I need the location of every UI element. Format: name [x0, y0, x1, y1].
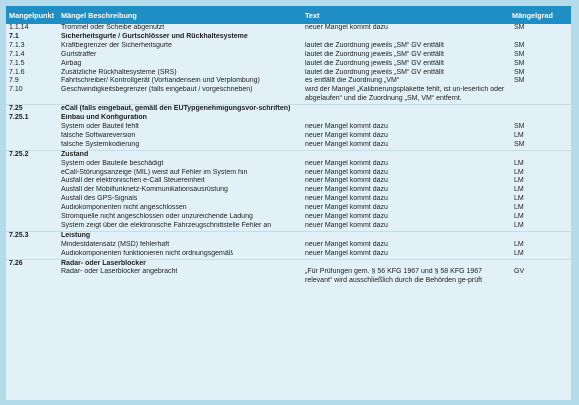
cell-text: neuer Mangel kommt dazu [305, 177, 388, 185]
cell-description: falsche Softwareversion [61, 131, 136, 139]
cell-grade: GV [514, 268, 525, 276]
table-row [6, 105, 571, 114]
header-description: Mängel Beschreibung [58, 6, 302, 24]
cell-text: lautet die Zuordnung jeweils „SM“ GV entfällt [305, 59, 444, 67]
cell-point [6, 169, 58, 178]
table-row [6, 86, 571, 104]
cell-grade: SM [514, 77, 525, 85]
cell-text: neuer Mangel kommt dazu [305, 195, 388, 203]
header-point: Mangelpunkt [6, 6, 58, 24]
cell-text: neuer Mangel kommt dazu [305, 213, 388, 221]
cell-grade: SM [514, 50, 525, 58]
table-row [6, 186, 571, 195]
cell-description: Airbag [61, 59, 82, 67]
cell-point [6, 186, 58, 195]
cell-grade: LM [514, 159, 524, 167]
table-row [6, 123, 571, 132]
cell-description: System zeigt über die elektronische Fahrzeugschnittstelle Fehler an [61, 221, 272, 229]
cell-text: neuer Mangel kommt dazu [305, 204, 388, 212]
cell-grade: LM [514, 221, 524, 229]
cell-grade: LM [514, 249, 524, 257]
cell-text [302, 259, 509, 268]
cell-point [6, 241, 58, 250]
cell-description: Ausfall der elektronischen e-Call Steuereinheit [61, 177, 205, 185]
cell-description: Ausfall der Mobilfunknetz-Kommunikationsausrüstung [61, 186, 228, 194]
cell-description: System oder Bauteile beschädigt [61, 159, 164, 167]
cell-text: es entfällt die Zuordnung „VM“ [305, 77, 400, 85]
cell-description: Trommel oder Scheibe abgenutzt [61, 24, 165, 31]
table-row [6, 195, 571, 204]
header-grade: Mängelgrad [509, 6, 571, 24]
cell-grade: LM [514, 168, 524, 176]
cell-grade [509, 86, 571, 104]
table-row [6, 169, 571, 178]
cell-point: 7.1.3 [9, 41, 25, 49]
cell-grade [509, 33, 571, 42]
table-row [6, 141, 571, 150]
table-row [6, 177, 571, 186]
cell-point [6, 268, 58, 286]
defects-table [6, 6, 571, 286]
table-row [6, 150, 571, 159]
cell-grade: LM [514, 186, 524, 194]
cell-text [302, 114, 509, 123]
cell-text: neuer Mangel kommt dazu [305, 140, 388, 148]
cell-text [302, 231, 509, 240]
table-row [6, 268, 571, 286]
cell-text: neuer Mangel kommt dazu [305, 168, 388, 176]
cell-description: Stromquelle nicht angeschlossen oder unzureichende Ladung [61, 213, 253, 221]
table-row [6, 114, 571, 123]
cell-text: neuer Mangel kommt dazu [305, 186, 388, 194]
cell-description: Zustand [58, 150, 302, 159]
cell-point: 7.1.4 [9, 50, 25, 58]
cell-point: 7.1 [9, 32, 19, 40]
cell-text: lautet die Zuordnung jeweils „SM“ GV entfällt [305, 41, 444, 49]
cell-grade: LM [514, 204, 524, 212]
table-row [6, 51, 571, 60]
cell-grade: SM [514, 68, 525, 76]
table-row [6, 259, 571, 268]
cell-description: Radar- oder Laserblocker [58, 259, 302, 268]
table-row [6, 33, 571, 42]
cell-description: Ausfall des GPS-Signals [61, 195, 138, 203]
cell-grade: SM [514, 140, 525, 148]
cell-description: System oder Bauteil fehlt [61, 122, 139, 130]
table-row [6, 160, 571, 169]
cell-point [6, 177, 58, 186]
cell-text: lautet die Zuordnung jeweils „SM“ GV entfällt [305, 50, 444, 58]
cell-grade: LM [514, 240, 524, 248]
cell-grade: SM [514, 41, 525, 49]
cell-text: neuer Mangel kommt dazu [305, 131, 388, 139]
table-header-row [6, 6, 571, 24]
table-row [6, 60, 571, 69]
cell-point: 7.1.5 [9, 59, 25, 67]
cell-description: Sicherheitsgurte / Gurtschlösser und Rückhaltesysteme [61, 32, 248, 40]
cell-grade [509, 114, 571, 123]
cell-description: falsche Systemkodierung [61, 140, 140, 148]
cell-description: Audiokomponenten funktionieren nicht ordnungsgemäß [61, 249, 234, 257]
cell-point: 7.25 [6, 105, 58, 114]
cell-point: 7.26 [6, 259, 58, 268]
cell-point: 7.9 [9, 77, 19, 85]
cell-point: 7.1.6 [9, 68, 25, 76]
cell-text [302, 150, 509, 159]
cell-description: Radar- oder Laserblocker angebracht [61, 268, 178, 276]
cell-grade [509, 231, 571, 240]
cell-text: neuer Mangel kommt dazu [305, 221, 388, 229]
table-row [6, 77, 571, 86]
cell-point: 1.1.14 [9, 24, 29, 31]
cell-text: neuer Mangel kommt dazu [305, 24, 388, 31]
cell-grade [509, 259, 571, 268]
cell-point [6, 132, 58, 141]
cell-description: Audiokomponenten nicht angeschlossen [61, 204, 187, 212]
cell-grade: SM [514, 24, 525, 31]
table-row [6, 213, 571, 222]
cell-point [6, 195, 58, 204]
table-row [6, 42, 571, 51]
cell-description: eCall-Störungsanzeige (MIL) weist auf Fehler im System hin [61, 168, 248, 176]
cell-description: Fahrtschreiber/ Kontrollgerät (Vorhandensein und Verplombung) [61, 77, 260, 85]
cell-grade: LM [514, 213, 524, 221]
cell-description: Einbau und Konfiguration [61, 114, 147, 122]
cell-grade: SM [514, 59, 525, 67]
cell-point: 7.10 [9, 86, 23, 94]
cell-text [302, 105, 509, 114]
cell-point [6, 123, 58, 132]
cell-text: lautet die Zuordnung jeweils „SM“ GV entfällt [305, 68, 444, 76]
cell-text [302, 33, 509, 42]
cell-grade: SM [514, 122, 525, 130]
cell-grade: LM [514, 131, 524, 139]
cell-grade [509, 150, 571, 159]
cell-description: Gurtstraffer [61, 50, 97, 58]
cell-point [6, 204, 58, 213]
table-row [6, 250, 571, 259]
table-row [6, 241, 571, 250]
cell-point: 7.25.1 [9, 114, 29, 122]
header-text: Text [302, 6, 509, 24]
cell-point [6, 250, 58, 259]
cell-description: Leistung [58, 231, 302, 240]
cell-point [6, 213, 58, 222]
cell-text: neuer Mangel kommt dazu [305, 122, 388, 130]
table-row [6, 24, 571, 33]
table-row [6, 132, 571, 141]
table-row [6, 222, 571, 231]
cell-grade: LM [514, 195, 524, 203]
defects-table-panel [6, 6, 571, 400]
cell-point: 7.25.3 [6, 231, 58, 240]
cell-description: Kraftbegrenzer der Sicherheitsgurte [61, 41, 172, 49]
cell-text: neuer Mangel kommt dazu [305, 240, 388, 248]
table-row [6, 69, 571, 78]
cell-description: Geschwindigkeitsbegrenzer (falls eingebaut / vorgeschrieben) [61, 86, 253, 94]
cell-grade: LM [514, 177, 524, 185]
table-row [6, 204, 571, 213]
cell-point [6, 160, 58, 169]
cell-description: eCall (falls eingebaut, gemäß den EUTypgenehmigungsvor-schriften) [58, 105, 302, 114]
cell-point [6, 141, 58, 150]
cell-description: Zusätzliche Rückhaltesysteme (SRS) [61, 68, 177, 76]
table-row [6, 231, 571, 240]
cell-text: neuer Mangel kommt dazu [305, 159, 388, 167]
cell-point: 7.25.2 [6, 150, 58, 159]
cell-point [6, 222, 58, 231]
cell-grade [509, 105, 571, 114]
cell-text: neuer Mangel kommt dazu [305, 249, 388, 257]
cell-description: Mindestdatensatz (MSD) fehlerhaft [61, 240, 170, 248]
cell-text: „Für Prüfungen gem. § 56 KFG 1967 und § 58 KFG 1967 relevant“ wird ausschließlich durch die Behörden ge-prüft [305, 268, 483, 285]
cell-text: wird der Mangel „Kalibrierungsplakette fehlt, ist un-leserlich oder abgelaufen“ und die Zuordnung „SM, VM“ entfernt. [305, 86, 505, 103]
